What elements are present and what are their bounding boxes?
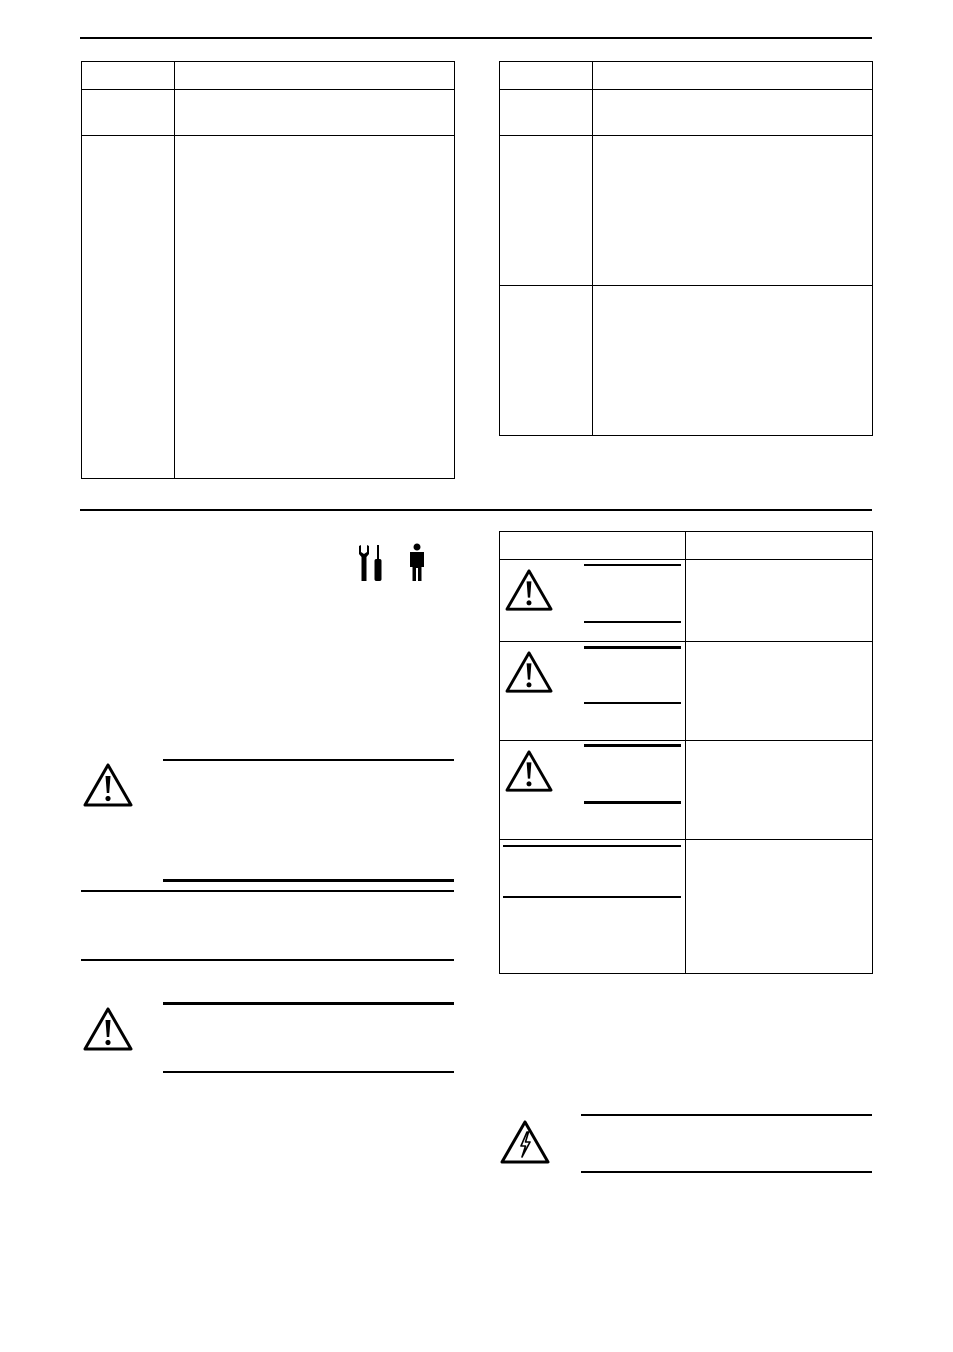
- table-row: [82, 90, 455, 136]
- table-row: [500, 642, 873, 741]
- warning-top-rule: [163, 1002, 454, 1005]
- warning-bottom-rule: [581, 1171, 872, 1173]
- table-row: [500, 90, 873, 136]
- table-row: [82, 62, 455, 90]
- signal-word-top-rule: [584, 564, 681, 566]
- signal-word-top-rule: [584, 744, 681, 747]
- note-bottom-rule: [81, 959, 454, 961]
- person-icon: [407, 543, 427, 583]
- warning-top-rule: [581, 1114, 872, 1116]
- section-rule: [80, 509, 872, 511]
- electrical-hazard-icon: [499, 1119, 551, 1165]
- signal-word-bottom-rule: [584, 621, 681, 623]
- table-row: [500, 741, 873, 840]
- warning-bottom-rule: [163, 879, 454, 882]
- note-top-rule: [81, 890, 454, 892]
- note-bottom-rule: [503, 896, 681, 898]
- table-row: [500, 136, 873, 286]
- table-row: [500, 532, 873, 560]
- signal-word-bottom-rule: [584, 801, 681, 804]
- table-row: [82, 136, 455, 479]
- warning-triangle-icon: [504, 749, 554, 793]
- table-row: [500, 286, 873, 436]
- tools-icon: [358, 543, 384, 583]
- warning-triangle-icon: [82, 1006, 134, 1052]
- signal-word-bottom-rule: [584, 702, 681, 704]
- top-right-table: [499, 61, 873, 436]
- top-rule: [80, 37, 872, 39]
- note-top-rule: [503, 845, 681, 847]
- warning-bottom-rule: [163, 1071, 454, 1073]
- symbols-table: [499, 531, 873, 974]
- table-row: [500, 840, 873, 974]
- warning-triangle-icon: [82, 762, 134, 808]
- warning-triangle-icon: [504, 650, 554, 694]
- top-left-table: [81, 61, 455, 479]
- table-row: [500, 560, 873, 642]
- warning-top-rule: [163, 759, 454, 761]
- signal-word-top-rule: [584, 646, 681, 649]
- warning-triangle-icon: [504, 568, 554, 612]
- table-row: [500, 62, 873, 90]
